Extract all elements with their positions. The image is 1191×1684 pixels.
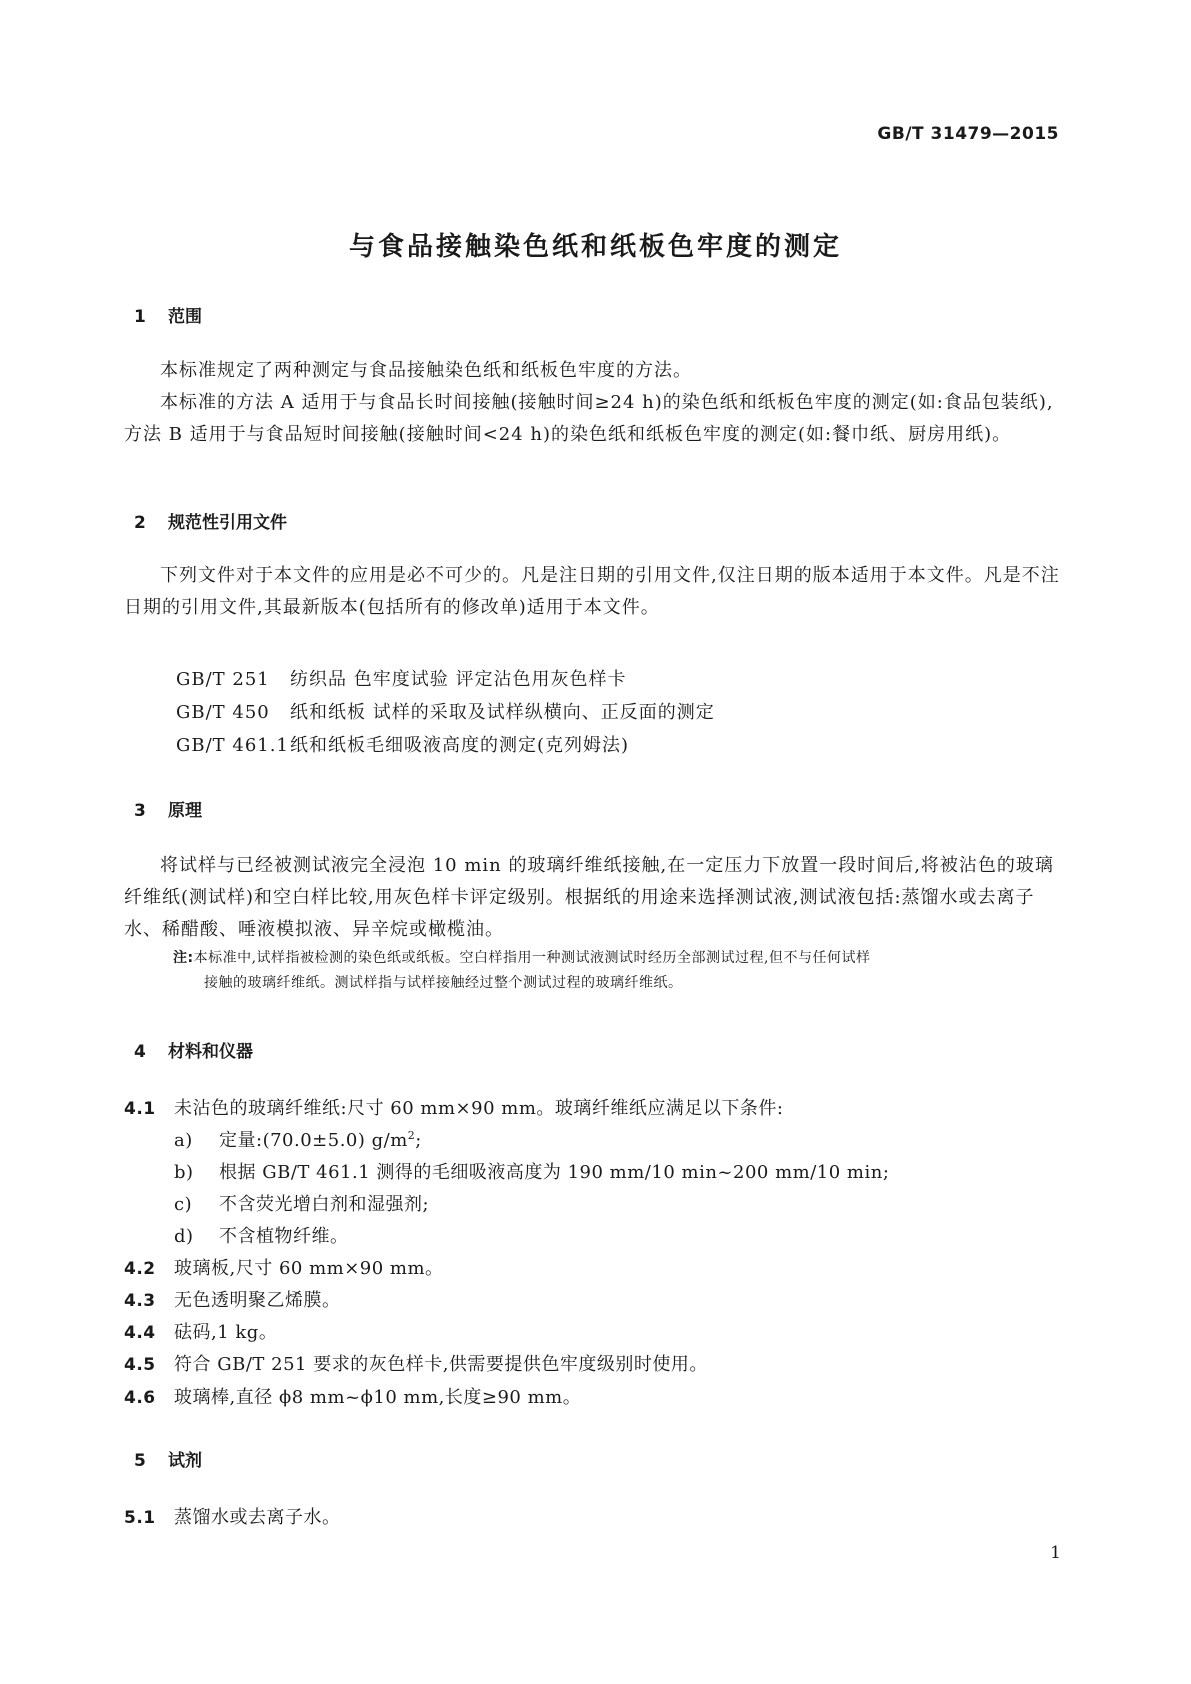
standard-number: GB/T 31479—2015	[877, 124, 1059, 144]
clause-4-5	[124, 1350, 708, 1376]
clause-text: 无色透明聚乙烯膜。	[174, 1290, 341, 1311]
reference-code: GB/T 251	[176, 669, 270, 690]
section-number: 5	[134, 1451, 146, 1471]
item-text: 不含植物纤维。	[219, 1226, 349, 1247]
section-number: 1	[134, 307, 146, 327]
list-item	[174, 1190, 429, 1216]
clause-number: 5.1	[124, 1508, 156, 1528]
section-number: 3	[134, 801, 146, 821]
section-2-para-1: 下列文件对于本文件的应用是必不可少的。凡是注日期的引用文件,仅注日期的版本适用于本文件。凡是不注日期的引用文件,其最新版本(包括所有的修改单)适用于本文件。	[124, 565, 1060, 618]
normative-reference	[176, 665, 626, 691]
reference-code: GB/T 461.1	[176, 735, 289, 756]
note-text: 本标准中,试样指被检测的染色纸或纸板。空白样指用一种测试液测试时经历全部测试过程,但不与任何试样	[193, 950, 871, 966]
list-item	[174, 1222, 349, 1248]
clause-text: 玻璃棒,直径 ϕ8 mm~ϕ10 mm,长度≥90 mm。	[174, 1387, 582, 1408]
clause-4-4	[124, 1318, 277, 1344]
section-1-para-1: 本标准规定了两种测定与食品接触染色纸和纸板色牢度的方法。	[160, 360, 692, 381]
section-3-para-1: 将试样与已经被测试液完全浸泡 10 min 的玻璃纤维纸接触,在一定压力下放置一段时间后,将被沾色的玻璃纤维纸(测试样)和空白样比较,用灰色样卡评定级别。根据纸的用途来选择测试液,测试液包括:蒸馏水或去离子水、稀醋酸、唾液模拟液、异辛烷或橄榄油。	[124, 855, 1054, 940]
clause-number: 4.6	[124, 1388, 156, 1408]
section-3-heading	[134, 796, 202, 821]
clause-text: 砝码,1 kg。	[174, 1322, 278, 1343]
clause-number: 4.4	[124, 1323, 156, 1343]
section-1-para-2: 本标准的方法 A 适用于与食品长时间接触(接触时间≥24 h)的染色纸和纸板色牢度的测定(如:食品包装纸),方法 B 适用于与食品短时间接触(接触时间<24 h)的染色纸和纸板色牢度的测定(如:餐巾纸、厨房用纸)。	[124, 392, 1054, 445]
clause-number: 4.5	[124, 1355, 156, 1375]
item-label: c)	[174, 1194, 193, 1215]
item-text: 定量:(70.0±5.0) g/m	[219, 1130, 408, 1151]
reference-title: 纸和纸板 试样的采取及试样纵横向、正反面的测定	[290, 702, 715, 723]
clause-5-1	[124, 1503, 341, 1529]
item-tail: ;	[415, 1130, 422, 1151]
item-text: 根据 GB/T 461.1 测得的毛细吸液高度为 190 mm/10 min~200 mm/10 min;	[219, 1162, 890, 1183]
section-title: 试剂	[168, 1451, 202, 1471]
item-label: a)	[174, 1130, 193, 1151]
section-1-heading	[134, 302, 202, 327]
normative-reference	[176, 731, 629, 757]
clause-4-1	[124, 1094, 783, 1120]
section-5-heading	[134, 1446, 202, 1471]
clause-text: 蒸馏水或去离子水。	[174, 1507, 341, 1528]
section-title: 规范性引用文件	[168, 513, 287, 533]
reference-title: 纸和纸板毛细吸液高度的测定(克列姆法)	[290, 735, 630, 756]
clause-4-2	[124, 1254, 444, 1280]
clause-number: 4.3	[124, 1291, 156, 1311]
clause-4-3	[124, 1286, 341, 1312]
list-item	[174, 1158, 889, 1184]
item-label: b)	[174, 1162, 194, 1183]
section-title: 范围	[168, 307, 202, 327]
clause-text: 未沾色的玻璃纤维纸:尺寸 60 mm×90 mm。玻璃纤维纸应满足以下条件:	[174, 1098, 784, 1119]
clause-text: 符合 GB/T 251 要求的灰色样卡,供需要提供色牢度级别时使用。	[174, 1354, 708, 1375]
section-2-heading	[134, 508, 287, 533]
clause-number: 4.2	[124, 1259, 156, 1279]
section-title: 材料和仪器	[168, 1042, 253, 1062]
clause-4-6	[124, 1383, 581, 1409]
note-line: 接触的玻璃纤维纸。测试样指与试样接触经过整个测试过程的玻璃纤维纸。	[204, 975, 683, 991]
note-label: 注:	[173, 950, 194, 966]
reference-code: GB/T 450	[176, 702, 270, 723]
section-number: 2	[134, 513, 146, 533]
section-4-heading	[134, 1037, 253, 1062]
superscript: 2	[407, 1129, 416, 1142]
clause-text: 玻璃板,尺寸 60 mm×90 mm。	[174, 1258, 444, 1279]
reference-title: 纺织品 色牢度试验 评定沾色用灰色样卡	[290, 669, 627, 690]
item-text: 不含荧光增白剂和湿强剂;	[219, 1194, 430, 1215]
item-label: d)	[174, 1226, 194, 1247]
clause-number: 4.1	[124, 1099, 156, 1119]
note-line	[173, 946, 1063, 971]
section-number: 4	[134, 1042, 146, 1062]
section-title: 原理	[168, 801, 202, 821]
section-3-note	[173, 946, 1063, 996]
document-title: 与食品接触染色纸和纸板色牢度的测定	[348, 232, 842, 262]
normative-reference	[176, 698, 715, 724]
list-item	[174, 1126, 422, 1152]
page-number: 1	[1050, 1543, 1061, 1563]
